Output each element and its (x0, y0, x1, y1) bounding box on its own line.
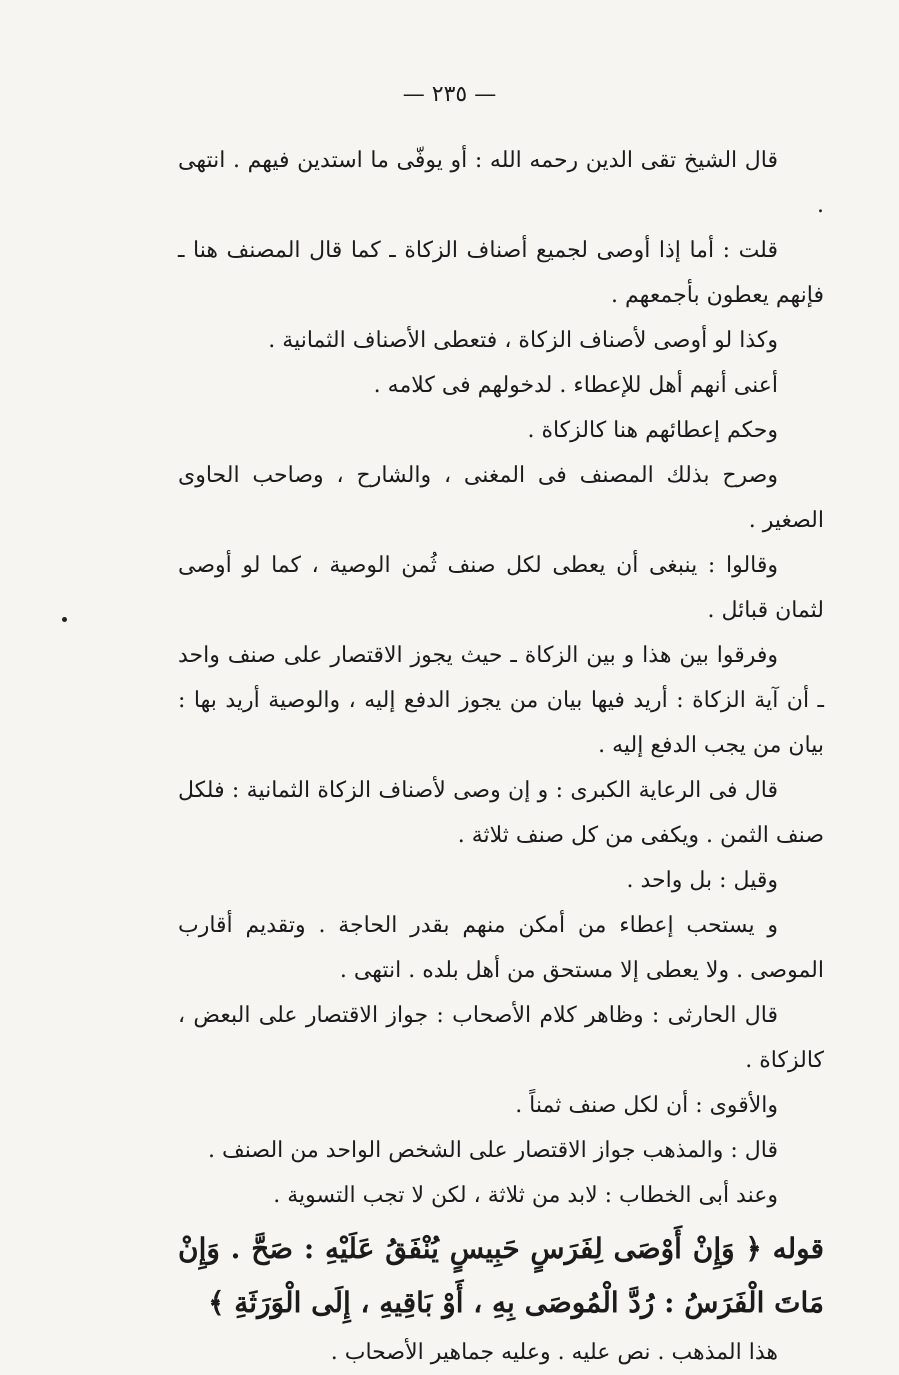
page-number: — ٢٣٥ — (402, 82, 497, 107)
paragraph-5: وحكم إعطائهم هنا كالزكاة . (527, 418, 778, 443)
paragraph-15: وعند أبى الخطاب : لابد من ثلاثة ، لكن لا تجب التسوية . (273, 1183, 778, 1208)
paragraph-2: قلت : أما إذا أوصى لجميع أصناف الزكاة ـ كما قال المصنف هنا ـ فإنهم يعطون بأجمعهم . (178, 238, 824, 308)
paragraph-3: وكذا لو أوصى لأصناف الزكاة ، فتعطى الأصناف الثمانية . (268, 328, 778, 353)
closing-paragraph: هذا المذهب . نص عليه . وعليه جماهير الأصحاب . (330, 1340, 778, 1365)
paragraph-8: وفرقوا بين هذا و بين الزكاة ـ حيث يجوز الاقتصار على صنف واحد ـ أن آية الزكاة : أريد فيها بيان من يجوز الدفع إليه ، والوصية أريد بها : بيان من يجب الدفع إليه . (178, 643, 824, 758)
verse-quote: قوله ﴿ وَإِنْ أَوْصَى لِفَرَسٍ حَبِيسٍ يُنْفَقُ عَلَيْهِ : صَحَّ . وَإِنْ مَاتَ الْفَرَسُ : رُدَّ الْمُوصَى بِهِ ، أَوْ بَاقِيهِ ، إِلَى الْوَرَثَةِ ﴾ (178, 1232, 824, 1319)
paragraph-7: وقالوا : ينبغى أن يعطى لكل صنف ثُمن الوصية ، كما لو أوصى لثمان قبائل . (178, 553, 824, 623)
paragraph-6: وصرح بذلك المصنف فى المغنى ، والشارح ، وصاحب الحاوى الصغير . (178, 463, 824, 533)
paragraph-11: و يستحب إعطاء من أمكن منهم بقدر الحاجة . وتقديم أقارب الموصى . ولا يعطى إلا مستحق من أهل بلده . انتهى . (178, 913, 824, 983)
paragraph-1: قال الشيخ تقى الدين رحمه الله : أو يوفّى ما استدين فيهم . انتهى . (178, 148, 824, 218)
page-body (178, 138, 824, 1375)
paragraph-12: قال الحارثى : وظاهر كلام الأصحاب : جواز الاقتصار على البعض ، كالزكاة . (178, 1003, 824, 1073)
paragraph-14: قال : والمذهب جواز الاقتصار على الشخص الواحد من الصنف . (208, 1138, 778, 1163)
paragraph-10: وقيل : بل واحد . (626, 868, 778, 893)
scan-speck (62, 617, 67, 622)
paragraph-9: قال فى الرعاية الكبرى : و إن وصى لأصناف الزكاة الثمانية : فلكل صنف الثمن . ويكفى من كل صنف ثلاثة . (178, 778, 824, 848)
paragraph-13: والأقوى : أن لكل صنف ثمناً . (515, 1093, 778, 1118)
paragraph-4: أعنى أنهم أهل للإعطاء . لدخولهم فى كلامه . (373, 373, 778, 398)
